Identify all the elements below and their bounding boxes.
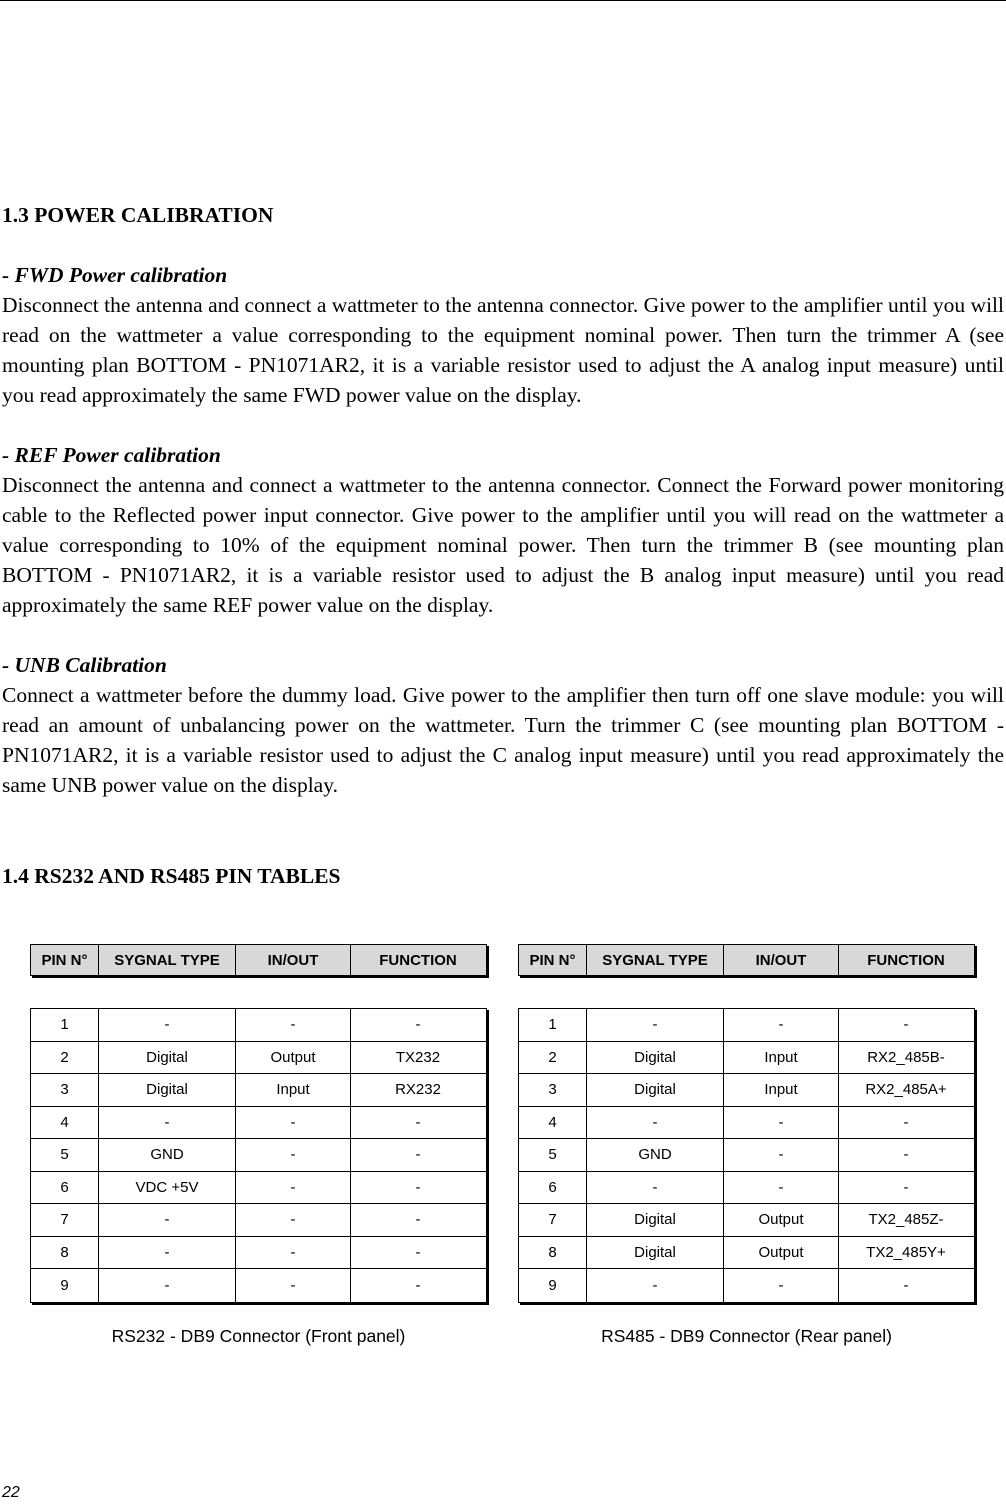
function-cell: - bbox=[903, 1016, 909, 1034]
table-row bbox=[31, 1009, 486, 1042]
in-out-cell: Input bbox=[236, 1074, 351, 1106]
pin-cell: 3 bbox=[519, 1074, 587, 1106]
function-cell: TX2_485Z- bbox=[868, 1211, 944, 1229]
function-cell: RX2_485B- bbox=[867, 1048, 945, 1066]
signal-type-cell: - bbox=[99, 1107, 236, 1139]
signal-type-cell: - bbox=[99, 1204, 236, 1236]
in-out-cell: Output bbox=[236, 1042, 351, 1074]
signal-type-cell: Digital bbox=[99, 1074, 236, 1106]
rs232-caption: RS232 - DB9 Connector (Front panel) bbox=[111, 1326, 406, 1346]
function-cell: TX2_485Y+ bbox=[866, 1243, 946, 1261]
table-row bbox=[519, 1172, 974, 1205]
header-function: FUNCTION bbox=[379, 951, 457, 969]
in-out-cell: Output bbox=[724, 1237, 839, 1269]
signal-type-cell: - bbox=[587, 1269, 724, 1302]
pin-cell: 6 bbox=[31, 1172, 99, 1204]
in-out-cell: - bbox=[724, 1269, 839, 1302]
signal-type-cell: - bbox=[587, 1172, 724, 1204]
table-row bbox=[519, 1269, 974, 1302]
function-cell: - bbox=[415, 1113, 421, 1131]
signal-type-cell: - bbox=[99, 1237, 236, 1269]
signal-type-cell: - bbox=[587, 1009, 724, 1041]
header-in-out: IN/OUT bbox=[236, 945, 351, 975]
pin-cell: 1 bbox=[519, 1009, 587, 1041]
pin-cell: 4 bbox=[31, 1107, 99, 1139]
table-row bbox=[31, 1042, 486, 1075]
page-number: 22 bbox=[2, 1484, 20, 1501]
rs485-pin-table bbox=[518, 944, 975, 1303]
unb-paragraph: Connect a wattmeter before the dummy load. Give power to the amplifier then turn off one slave module: you will read an amount of unbalancing power on the wattmeter. Turn the trimmer C (see mounting plan BOTTOM - PN1071AR2, it is a variable resistor used to adjust the C analog input measure) until you read approximately the same UNB power value on the display. bbox=[2, 683, 1004, 797]
signal-type-cell: Digital bbox=[587, 1074, 724, 1106]
table-row bbox=[519, 1009, 974, 1042]
table-row bbox=[519, 1074, 974, 1107]
function-cell: - bbox=[415, 1178, 421, 1196]
pin-cell: 6 bbox=[519, 1172, 587, 1204]
function-cell: RX2_485A+ bbox=[865, 1081, 947, 1099]
pin-cell: 4 bbox=[519, 1107, 587, 1139]
pin-cell: 9 bbox=[31, 1269, 99, 1302]
table-row bbox=[31, 1269, 486, 1302]
header-signal-type: SYGNAL TYPE bbox=[99, 945, 236, 975]
table-row bbox=[519, 1237, 974, 1270]
signal-type-cell: Digital bbox=[587, 1237, 724, 1269]
signal-type-cell: - bbox=[99, 1269, 236, 1302]
header-signal-type: SYGNAL TYPE bbox=[587, 945, 724, 975]
function-cell: - bbox=[903, 1178, 909, 1196]
table-row bbox=[519, 1204, 974, 1237]
function-cell: - bbox=[415, 1146, 421, 1164]
in-out-cell: - bbox=[724, 1172, 839, 1204]
in-out-cell: Input bbox=[724, 1074, 839, 1106]
pin-cell: 7 bbox=[31, 1204, 99, 1236]
fwd-heading: - FWD Power calibration bbox=[2, 263, 228, 287]
in-out-cell: - bbox=[236, 1009, 351, 1041]
pin-cell: 7 bbox=[519, 1204, 587, 1236]
in-out-cell: - bbox=[236, 1172, 351, 1204]
table-row bbox=[31, 1107, 486, 1140]
function-cell: - bbox=[903, 1113, 909, 1131]
in-out-cell: - bbox=[724, 1139, 839, 1171]
unb-heading: - UNB Calibration bbox=[2, 653, 167, 677]
function-cell: - bbox=[415, 1276, 421, 1294]
pin-cell: 2 bbox=[519, 1042, 587, 1074]
pin-cell: 1 bbox=[31, 1009, 99, 1041]
in-out-cell: - bbox=[724, 1107, 839, 1139]
in-out-cell: - bbox=[236, 1204, 351, 1236]
in-out-cell: - bbox=[236, 1107, 351, 1139]
table-row bbox=[519, 1139, 974, 1172]
function-cell: - bbox=[415, 1211, 421, 1229]
ref-heading: - REF Power calibration bbox=[2, 443, 221, 467]
pin-cell: 5 bbox=[31, 1139, 99, 1171]
function-cell: - bbox=[903, 1276, 909, 1294]
table-row bbox=[519, 1107, 974, 1140]
pin-cell: 8 bbox=[519, 1237, 587, 1269]
in-out-cell: - bbox=[724, 1009, 839, 1041]
table-row bbox=[31, 1237, 486, 1270]
rs485-table-header bbox=[518, 944, 975, 976]
signal-type-cell: Digital bbox=[587, 1042, 724, 1074]
section-power-calibration bbox=[2, 200, 1004, 830]
signal-type-cell: - bbox=[99, 1009, 236, 1041]
table-row bbox=[519, 1042, 974, 1075]
pin-cell: 5 bbox=[519, 1139, 587, 1171]
header-pin: PIN N° bbox=[519, 945, 587, 975]
pin-cell: 3 bbox=[31, 1074, 99, 1106]
section-title-pin-tables: 1.4 RS232 AND RS485 PIN TABLES bbox=[2, 864, 341, 888]
signal-type-cell: - bbox=[587, 1107, 724, 1139]
in-out-cell: Input bbox=[724, 1042, 839, 1074]
rs485-caption: RS485 - DB9 Connector (Rear panel) bbox=[601, 1326, 892, 1346]
in-out-cell: - bbox=[236, 1269, 351, 1302]
top-rule bbox=[0, 0, 1006, 1]
table-row bbox=[31, 1074, 486, 1107]
rs232-table-header bbox=[30, 944, 487, 976]
ref-paragraph: Disconnect the antenna and connect a wattmeter to the antenna connector. Connect the Forward power monitoring cable to the Reflected power input connector. Give power to the amplifier until you will read on the wattmeter a value corresponding to 10% of the equipment nominal power. Then turn the trimmer B (see mounting plan BOTTOM - PN1071AR2, it is a variable resistor used to adjust the B analog input measure) until you read approximately the same REF power value on the display. bbox=[2, 473, 1004, 617]
header-in-out: IN/OUT bbox=[724, 945, 839, 975]
in-out-cell: Output bbox=[724, 1204, 839, 1236]
signal-type-cell: GND bbox=[99, 1139, 236, 1171]
pin-cell: 9 bbox=[519, 1269, 587, 1302]
signal-type-cell: GND bbox=[587, 1139, 724, 1171]
pin-cell: 8 bbox=[31, 1237, 99, 1269]
table-row bbox=[31, 1139, 486, 1172]
signal-type-cell: Digital bbox=[99, 1042, 236, 1074]
section-title-power-calibration: 1.3 POWER CALIBRATION bbox=[2, 203, 274, 227]
function-cell: TX232 bbox=[395, 1048, 441, 1066]
rs232-table-body bbox=[30, 1008, 487, 1303]
signal-type-cell: Digital bbox=[587, 1204, 724, 1236]
header-function: FUNCTION bbox=[867, 951, 945, 969]
function-cell: - bbox=[903, 1146, 909, 1164]
in-out-cell: - bbox=[236, 1139, 351, 1171]
function-cell: - bbox=[415, 1243, 421, 1261]
table-row bbox=[31, 1204, 486, 1237]
in-out-cell: - bbox=[236, 1237, 351, 1269]
rs485-table-body bbox=[518, 1008, 975, 1303]
table-row bbox=[31, 1172, 486, 1205]
signal-type-cell: VDC +5V bbox=[99, 1172, 236, 1204]
rs232-pin-table bbox=[30, 944, 487, 1303]
fwd-paragraph: Disconnect the antenna and connect a wattmeter to the antenna connector. Give power to the amplifier until you will read on the wattmeter a value corresponding to the equipment nominal power. Then turn the trimmer A (see mounting plan BOTTOM - PN1071AR2, it is a variable resistor used to adjust the A analog input measure) until you read approximately the same FWD power value on the display. bbox=[2, 293, 1004, 407]
function-cell: RX232 bbox=[395, 1081, 441, 1099]
pin-cell: 2 bbox=[31, 1042, 99, 1074]
header-pin: PIN N° bbox=[31, 945, 99, 975]
function-cell: - bbox=[415, 1016, 421, 1034]
